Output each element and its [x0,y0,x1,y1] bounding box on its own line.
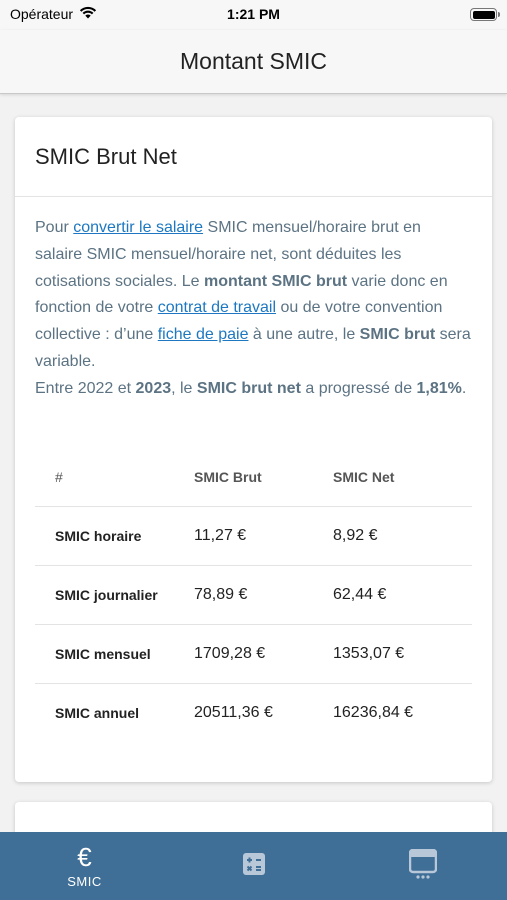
battery-icon [470,8,497,21]
tab-smic[interactable] [0,832,169,900]
table-row [35,566,472,625]
status-bar [0,0,507,30]
calculator-icon [242,852,266,881]
row-label: SMIC annuel [55,705,140,722]
text: SMIC mensuel/horaire brut en salaire SMIC mensuel/horaire net, sont déduites les cotisations sociales. Le [35,219,421,290]
cell-brut: 11,27 € [194,507,333,566]
card-title: SMIC Brut Net [35,144,177,169]
text: ou de votre convention collective : d’une [35,299,443,344]
cell-brut: 78,89 € [194,566,333,625]
column-header: # [35,449,194,507]
cell-net: 1353,07 € [333,625,472,684]
smic-brut-net-card [15,117,492,782]
more-window-icon [409,849,437,884]
table-row [35,507,472,566]
intro-paragraph [35,215,472,403]
text: varie donc en fonction de votre [35,272,448,317]
tab-more[interactable] [338,832,507,900]
text: , le [171,379,197,397]
fiche-paie-link[interactable]: fiche de paie [157,326,249,344]
tab-bar [0,832,507,900]
column-header: SMIC Brut [194,449,333,507]
bold-text: SMIC brut net [196,379,301,397]
text: . [461,379,467,397]
bold-text: 2023 [135,379,172,397]
cell-net: 16236,84 € [333,704,414,722]
tab-label: SMIC [67,873,102,889]
card-body [15,197,492,743]
contrat-travail-link[interactable]: contrat de travail [157,299,277,317]
table-header-row [35,449,472,507]
text: a progressé de [300,379,417,397]
text: à une autre, le [248,326,360,344]
tab-calculator[interactable] [169,832,338,900]
column-header: SMIC Net [333,449,472,507]
text: Pour [35,219,74,236]
convertir-salaire-link[interactable]: convertir le salaire [73,219,204,236]
euro-icon: € [77,841,92,872]
row-label: SMIC journalier [35,566,194,625]
card-header [15,117,492,197]
bold-text: montant SMIC brut [203,272,348,290]
cell-brut: 20511,36 € [194,704,273,722]
row-label: SMIC mensuel [35,625,194,684]
bold-text: SMIC brut [359,326,436,344]
text: Entre 2022 et [35,379,136,397]
cell-net: 8,92 € [333,507,472,566]
carrier-label: Opérateur [10,6,74,22]
text: sera variable. [35,326,471,370]
smic-table [35,449,472,743]
cell-net: 62,44 € [333,566,472,625]
bold-text: 1,81% [416,379,462,397]
navigation-bar [0,30,507,94]
cell-brut: 1709,28 € [194,625,333,684]
page-title: Montant SMIC [180,48,327,74]
row-label: SMIC horaire [35,507,194,566]
table-row [35,625,472,684]
table-row [35,684,472,743]
status-time: 1:21 PM [227,6,280,22]
